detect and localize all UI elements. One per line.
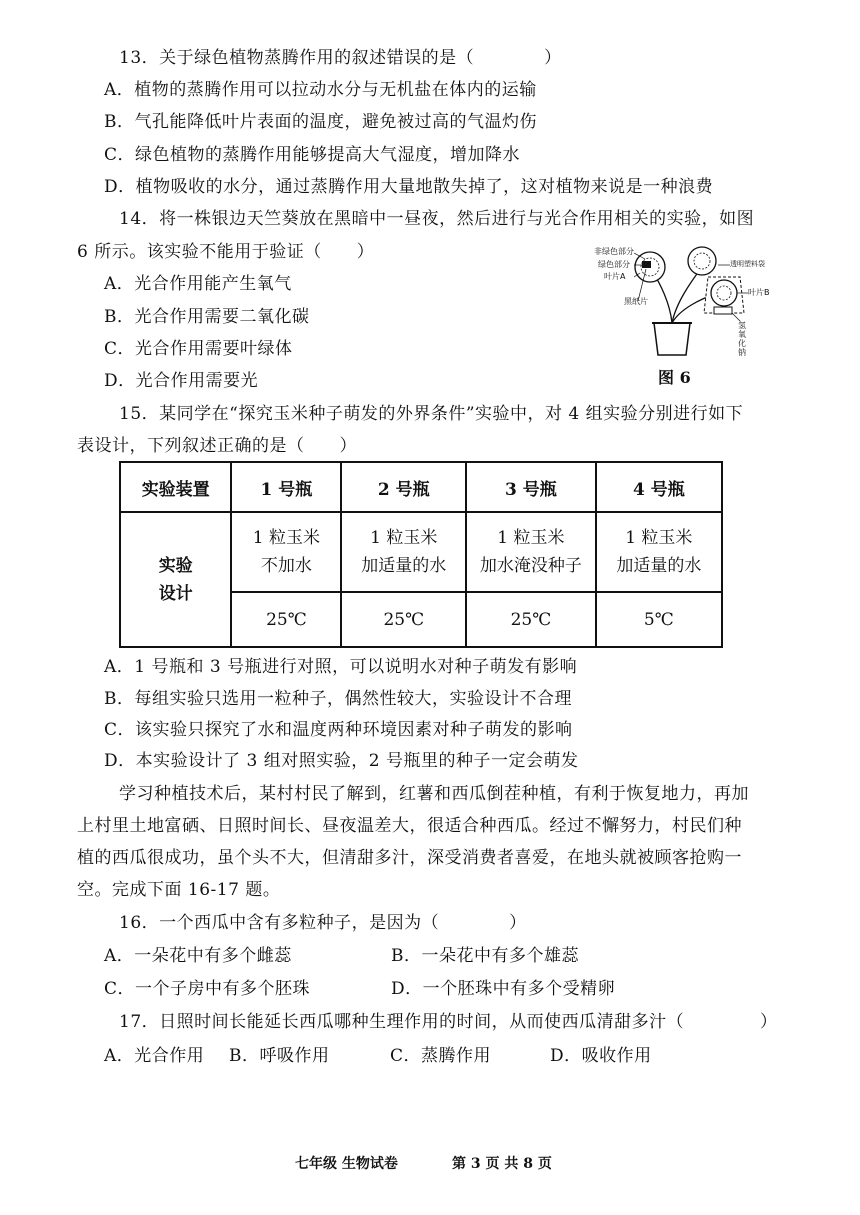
figure-label-black-paper: 黑纸片 [624, 297, 648, 306]
table-cell [466, 512, 596, 592]
table-header-cell: 3 号瓶 [466, 462, 596, 512]
figure-label-green-part: 绿色部分 [598, 260, 630, 269]
cell-seed: 1 粒玉米 [252, 528, 321, 548]
figure-label-plastic-bag: 透明塑料袋 [730, 260, 765, 268]
q17-stem: 17．日照时间长能延长西瓜哪种生理作用的时间，从而使西瓜清甜多汁（ [119, 1012, 685, 1032]
q16-option-d: D．一个胚珠中有多个受精卵 [391, 979, 616, 999]
q17-paren-close: ） [760, 1012, 778, 1032]
table-cell [231, 512, 341, 592]
table-cell [596, 512, 722, 592]
table-header-cell: 实验装置 [120, 462, 231, 512]
footer-page-number: 第 3 页 共 8 页 [452, 1156, 552, 1172]
q14-stem-line2: 6 所示。该实验不能用于验证（ ） [77, 242, 375, 262]
q13-option-d: D．植物吸收的水分，通过蒸腾作用大量地散失掉了，这对植物来说是一种浪费 [104, 177, 714, 197]
q13-option-b: B．气孔能降低叶片表面的温度，避免被过高的气温灼伤 [104, 112, 537, 132]
passage-line: 学习种植技术后，某村村民了解到，红薯和西瓜倒茬种植，有利于恢复地力，再加 [119, 784, 749, 804]
q14-option-d: D．光合作用需要光 [104, 371, 259, 391]
cell-water: 不加水 [260, 556, 312, 576]
cell-temperature: 25℃ [231, 592, 341, 647]
cell-temperature: 5℃ [596, 592, 722, 647]
figure-label-sodium-hydroxide: 氢氧化钠 [738, 321, 746, 357]
q17-option-c: C．蒸腾作用 [390, 1046, 492, 1066]
footer-subject: 七年级 生物试卷 [295, 1156, 398, 1172]
q16-option-a: A．一朵花中有多个雌蕊 [104, 946, 292, 966]
cell-temperature: 25℃ [341, 592, 466, 647]
q13-option-c: C．绿色植物的蒸腾作用能够提高大气湿度，增加降水 [104, 145, 521, 165]
passage-line: 植的西瓜很成功，虽个头不大，但清甜多汁，深受消费者喜爱，在地头就被顾客抢购一 [77, 848, 742, 868]
q14-option-a: A．光合作用能产生氧气 [104, 274, 292, 294]
q14-option-b: B．光合作用需要二氧化碳 [104, 307, 310, 327]
table-header-cell: 1 号瓶 [231, 462, 341, 512]
figure-6-plant-diagram [590, 243, 770, 361]
figure-label-leaf-a: 叶片A [604, 272, 626, 281]
q16-option-c: C．一个子房中有多个胚珠 [104, 979, 311, 999]
q15-stem-line2: 表设计，下列叙述正确的是（ ） [77, 436, 357, 456]
q15-option-b: B．每组实验只选用一粒种子，偶然性较大，实验设计不合理 [104, 689, 572, 709]
passage-line: 空。完成下面 16-17 题。 [77, 880, 281, 900]
table-header-cell: 4 号瓶 [596, 462, 722, 512]
q17-option-b: B．呼吸作用 [229, 1046, 330, 1066]
q15-option-a: A．1 号瓶和 3 号瓶进行对照，可以说明水对种子萌发有影响 [104, 657, 578, 677]
q13-stem: 13．关于绿色植物蒸腾作用的叙述错误的是（ ） [119, 48, 562, 68]
cell-seed: 1 粒玉米 [370, 528, 438, 548]
row-label-line: 实验 [158, 555, 193, 576]
figure-label-leaf-b: 叶片B [748, 288, 770, 297]
q14-option-c: C．光合作用需要叶绿体 [104, 339, 293, 359]
table-header-row [120, 462, 722, 512]
table-row [120, 512, 722, 592]
cell-water: 加适量的水 [361, 556, 447, 576]
row-label-cell [120, 512, 231, 647]
q16-stem: 16．一个西瓜中含有多粒种子，是因为（ ） [119, 913, 527, 933]
figure-label-non-green-part: 非绿色部分 [594, 247, 634, 256]
experiment-table [119, 461, 723, 648]
cell-water: 加适量的水 [616, 556, 702, 576]
q13-option-a: A．植物的蒸腾作用可以拉动水分与无机盐在体内的运输 [104, 80, 537, 100]
q17-option-d: D．吸收作用 [550, 1046, 652, 1066]
row-label-line: 设计 [158, 583, 193, 604]
q15-option-c: C．该实验只探究了水和温度两种环境因素对种子萌发的影响 [104, 720, 573, 740]
cell-seed: 1 粒玉米 [497, 528, 565, 548]
q16-option-b: B．一朵花中有多个雄蕊 [391, 946, 579, 966]
table-cell [341, 512, 466, 592]
cell-temperature: 25℃ [466, 592, 596, 647]
passage-line: 上村里土地富硒、日照时间长、昼夜温差大，很适合种西瓜。经过不懈努力，村民们种 [77, 816, 742, 836]
cell-water: 加水淹没种子 [479, 556, 582, 576]
q14-stem-line1: 14．将一株银边天竺葵放在黑暗中一昼夜，然后进行与光合作用相关的实验，如图 [119, 209, 755, 229]
figure-caption: 图 6 [658, 368, 691, 387]
q15-option-d: D．本实验设计了 3 组对照实验，2 号瓶里的种子一定会萌发 [104, 751, 579, 771]
table-header-cell: 2 号瓶 [341, 462, 466, 512]
q15-stem-line1: 15．某同学在“探究玉米种子萌发的外界条件”实验中，对 4 组实验分别进行如下 [119, 404, 744, 424]
cell-seed: 1 粒玉米 [625, 528, 693, 548]
q17-option-a: A．光合作用 [104, 1046, 205, 1066]
